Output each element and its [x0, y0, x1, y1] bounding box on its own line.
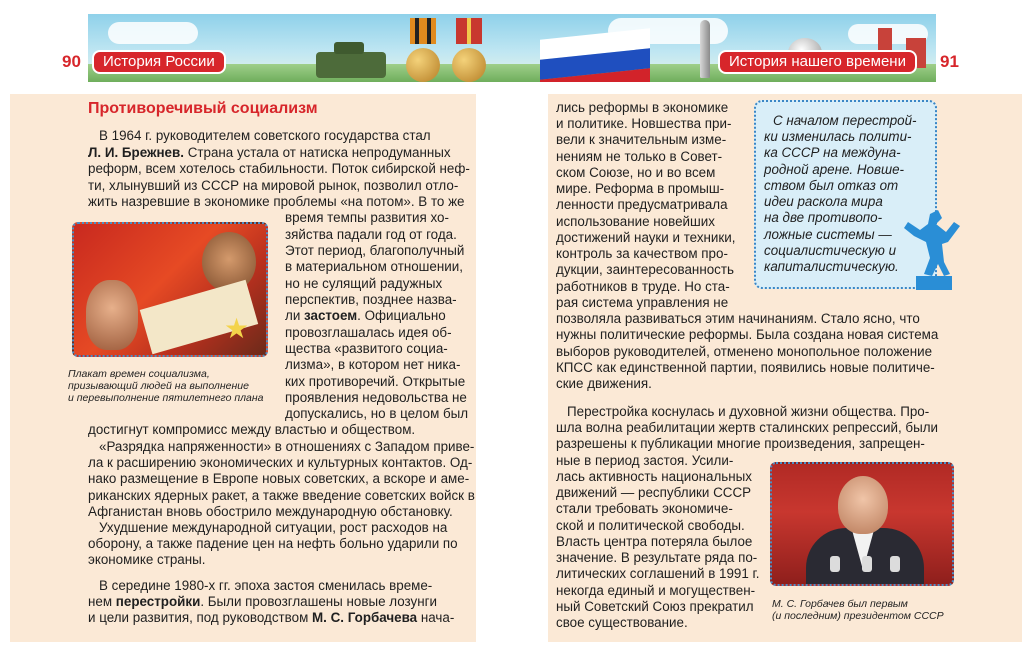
- text-line: экономике страны.: [88, 552, 206, 567]
- text-line: ские движения.: [556, 376, 652, 391]
- russian-flag-icon: [540, 28, 650, 82]
- callout-line: ством был отказ от: [764, 178, 899, 193]
- text-line: выборов руководителей, отменено монопольное положение: [556, 344, 933, 359]
- text-line: вели к значительным изме-: [556, 132, 727, 147]
- text-line: ти, хлынувший из СССР на мировой рынок, позволил отло-: [88, 178, 459, 193]
- microphone-icon: [830, 556, 840, 572]
- callout-line: С началом перестрой-: [773, 113, 917, 128]
- microphone-icon: [862, 556, 872, 572]
- microphone-icon: [890, 556, 900, 572]
- text-line: «Разрядка напряженности» в отношениях с Западом приве-: [99, 439, 475, 454]
- text-line: стали требовать экономиче-: [556, 501, 733, 516]
- image-caption: призывающий людей на выполнение: [68, 380, 249, 392]
- text-line: Власть центра потеряла былое: [556, 534, 753, 549]
- text-line: литических соглашений в 1991 г.: [556, 566, 760, 581]
- text-line: Этот период, благополучный: [285, 243, 465, 258]
- statue-icon: [902, 208, 962, 290]
- text-line: ской и политической свободы.: [556, 518, 745, 533]
- callout-line: ложные системы —: [764, 227, 892, 242]
- text-line: Перестройка коснулась и духовной жизни общества. Про-: [567, 404, 930, 419]
- text-line: лась активность национальных: [556, 469, 752, 484]
- callout-line: родной арене. Новше-: [764, 162, 905, 177]
- text-line: нем перестройки. Были провозглашены новые лозунги: [88, 594, 437, 609]
- callout-line: ка СССР на междуна-: [764, 145, 901, 160]
- text-line: дукции, заинтересованность: [556, 262, 734, 277]
- ribbon-icon: [456, 18, 482, 44]
- text-line: достигнут компромисс между властью и обществом.: [88, 422, 416, 437]
- text-line: перспектив, позднее назва-: [285, 292, 457, 307]
- photo-caption: М. С. Горбачев был первым: [772, 598, 908, 610]
- image-caption: и перевыполнение пятилетнего плана: [68, 392, 264, 404]
- text-line: ких противоречий. Открытые: [285, 374, 466, 389]
- image-caption: Плакат времен социализма,: [68, 368, 210, 380]
- text-line: оборону, а также падение цен на нефть больно ударили по: [88, 536, 458, 551]
- text-line: свое существование.: [556, 615, 688, 630]
- tank-icon: [316, 52, 386, 78]
- bold-term: застоем: [304, 308, 358, 323]
- left-page-number: 90: [62, 52, 81, 71]
- callout-line: идеи раскола мира: [764, 194, 883, 209]
- section-title: Противоречивый социализм: [88, 100, 318, 117]
- right-page-number: 91: [940, 52, 959, 71]
- text-line: нако размещение в Европе новых советских, а вскоре и аме-: [88, 471, 470, 486]
- medal-icon: [406, 48, 440, 82]
- text-line: риканских ядерных ракет, а также введение советских войск в: [88, 488, 475, 503]
- text-line: работников в труде. Но ста-: [556, 279, 730, 294]
- text-line: движений — республики СССР: [556, 485, 752, 500]
- gorbachev-photo: [770, 462, 954, 586]
- text-line: В середине 1980-х гг. эпоха застоя сменилась времe-: [99, 578, 433, 593]
- text-line: лизма», в котором нет ника-: [285, 357, 461, 372]
- text-line: время темпы развития хо-: [285, 210, 449, 225]
- text-line: ском Союзе, но и во всем: [556, 165, 716, 180]
- text-line: некогда единый и могуществен-: [556, 583, 756, 598]
- right-section-label: История нашего времени: [718, 50, 917, 74]
- text-line: нениям не только в Совет-: [556, 149, 723, 164]
- text-line: щества «развитого социа-: [285, 341, 448, 356]
- text-line: лись реформы в экономике: [556, 100, 729, 115]
- text-line: ленности предусматривала: [556, 197, 728, 212]
- text-line: разрешены к публикации многие произведения, запрещен-: [556, 436, 925, 451]
- text-line: зяйства падали год от года.: [285, 227, 457, 242]
- medal-icon: [452, 48, 486, 82]
- text-line: Афганистан вновь обострило международную обстановку.: [88, 504, 453, 519]
- text-line: ла к расширению экономических и культурных контактов. Од-: [88, 455, 473, 470]
- soviet-poster-image: [72, 222, 268, 357]
- text-line: ные в период застоя. Усили-: [556, 453, 734, 468]
- callout-line: на две противопо-: [764, 210, 883, 225]
- text-line: нужны политические реформы. Была создана новая система: [556, 327, 939, 342]
- text-line: позволяла развиваться этим начинаниям. Стало ясно, что: [556, 311, 920, 326]
- text-line: и политике. Новшества при-: [556, 116, 732, 131]
- callout-line: капиталистическую.: [764, 259, 899, 274]
- text-line: шла волна реабилитации жертв сталинских репрессий, были: [556, 420, 938, 435]
- text-line: но не сулящий радужных: [285, 276, 443, 291]
- star-icon: ★: [224, 313, 250, 344]
- text-line: значение. В результате ряда по-: [556, 550, 758, 565]
- text-line: и цели развития, под руководством М. С. Горбачева нача-: [88, 610, 455, 625]
- rocket-icon: [700, 20, 710, 78]
- text-line: допускались, но в целом был: [285, 406, 469, 421]
- photo-caption: (и последним) президентом СССР: [772, 610, 944, 622]
- text-line: жить назревшие в экономике проблемы «на потом». В то же: [88, 194, 465, 209]
- callout-line: ки изменилась полити-: [764, 129, 912, 144]
- text-line: ли застоем. Официально: [285, 308, 446, 323]
- text-line: проявления недовольства не: [285, 390, 467, 405]
- left-section-label: История России: [92, 50, 226, 74]
- bold-term: перестройки: [115, 594, 201, 609]
- text-line: ный Советский Союз прекратил: [556, 599, 754, 614]
- text-line: КПСС как единственной партии, появились новые политиче-: [556, 360, 935, 375]
- cloud-icon: [108, 22, 198, 44]
- bold-term: Л. И. Брежнев.: [88, 145, 184, 160]
- text-line: мире. Реформа в промыш-: [556, 181, 725, 196]
- text-line: Ухудшение международной ситуации, рост расходов на: [99, 520, 448, 535]
- text-line: В 1964 г. руководителем советского государства стал: [99, 128, 431, 143]
- bold-term: М. С. Горбачева: [312, 610, 418, 625]
- text-line: достижений науки и техники,: [556, 230, 736, 245]
- text-line: реформ, всем хотелось стабильности. Поток сибирской неф-: [88, 161, 470, 176]
- text-line: использование новейших: [556, 214, 715, 229]
- text-line: провозглашалась идея об-: [285, 325, 452, 340]
- text-line: в материальном отношении,: [285, 259, 463, 274]
- text-line: рая система управления не: [556, 295, 729, 310]
- callout-line: социалистическую и: [764, 243, 897, 258]
- text-line: Л. И. Брежнев. Страна устала от натиска непродуманных: [88, 145, 451, 160]
- ribbon-icon: [410, 18, 436, 44]
- text-line: контроль за качеством про-: [556, 246, 728, 261]
